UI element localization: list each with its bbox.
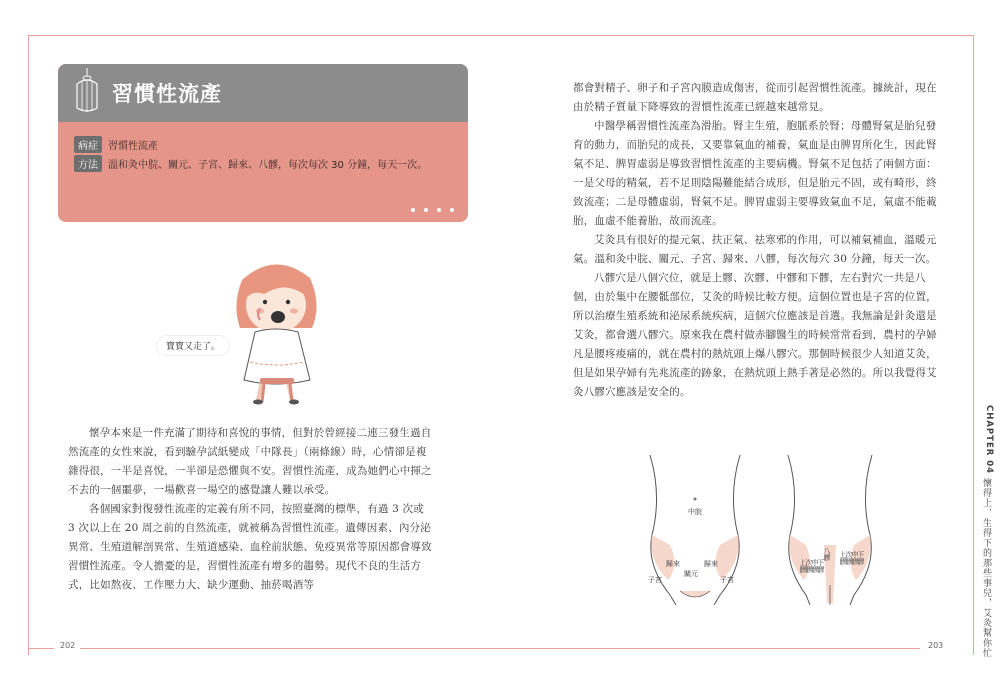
method-row (74, 155, 427, 172)
chapter-label: CHAPTER 04 (984, 405, 994, 475)
right-paragraph-4: 八髎穴是八個穴位，就是上髎、次髎、中髎和下髎，左右對穴一共是八個，由於集中在腰骶部位，艾灸的時候比較方便。這個位置也是子宮的位置，所以治療生殖系統和泌尿系統疾病，這個穴位應該是首選。我無論是針灸還是艾灸，都會選八髎穴。原來我在農村做赤腳醫生的時候常常看到，農村的孕婦凡是腰疼痠痛的，就在農村的熱炕頭上爆八髎穴。那個時候很少人知道艾灸，但是如果孕婦有先兆流產的跡象，在熱炕頭上熱手著是必然的。所以我覺得艾灸八髎穴應該是安全的。 (573, 272, 937, 398)
acupoint-baliao-title: 八髎 (823, 547, 831, 561)
acupoint-ciliao-left: 次髎 (805, 559, 813, 573)
back-torso-figure (780, 455, 880, 605)
acupoint-ciliao-right: 次髎 (845, 551, 853, 565)
right-paragraph-3: 艾灸具有很好的提元氣、扶正氣、祛寒邪的作用，可以補氣補血，溫暖元氣。溫和灸中脘、關元、子宮、歸來、八髎，每次每穴 30 分鐘，每天一次。 (573, 234, 937, 265)
acupoint-zhongliao-right: 中髎 (851, 551, 859, 565)
footer-rule-left-b (80, 648, 500, 649)
speech-bubble: 寶寶又走了。 (157, 336, 229, 355)
remedy-title: 習慣性流產 (112, 82, 222, 106)
page-frame-right (973, 35, 974, 655)
footer-rule-right-a (500, 648, 920, 649)
acupoint-zigong-left: 子宮 (648, 576, 662, 584)
disease-tag: 病症 (74, 136, 102, 153)
page-frame-top (28, 35, 974, 36)
acupoint-guanyuan: 關元 (684, 570, 698, 578)
right-paragraph-1: 都會對精子、卵子和子宮內膜造成傷害，從而引起習慣性流產。據統計，現在由於精子質量下降導致的習慣性流產已經越來越常見。 (573, 82, 937, 113)
front-acupoint-diagram (640, 455, 750, 605)
page-number-right: 203 (928, 641, 944, 650)
left-paragraph-2: 各個國家對復發性流產的定義有所不同，按照臺灣的標準，有過 3 次或 3 次以上在 20 周之前的自然流產，就被稱為習慣性流產。遺傳因素、內分泌異常、生殖道解剖異常、生殖道感染、血栓前狀態、免疫異常等原因都會導致習慣性流產。令人擔憂的是，習慣性流產有增多的趨勢。現代不良的生活方式，比如熬夜、工作壓力大、缺少運動、抽菸喝酒等 (68, 503, 432, 591)
right-body-text (573, 79, 941, 402)
acupoint-shangliao-right: 上髎 (839, 551, 847, 565)
acupoint-shangliao-left: 上髎 (799, 559, 807, 573)
page-number-left: 202 (60, 641, 76, 650)
page-frame-left (28, 35, 29, 655)
acupoint-zigong-right: 子宮 (720, 576, 734, 584)
remedy-card (58, 64, 468, 222)
chapter-subtitle: 懷得上、生得下的那些事兒，艾灸幫你忙 (981, 478, 991, 658)
footer-rule-left-a (28, 648, 54, 649)
right-paragraph-2: 中醫學稱習慣性流產為滑胎。腎主生殖，胞脈系於腎；母體腎氣是胎兒發育的動力，而胎兒的成長，又要靠氣血的補養，氣血是由脾胃所化生，因此腎氣不足、脾胃虛弱是導致習慣性流產的主要病機。腎氣不足包括了兩個方面：一是父母的精氣，若不足則陰陽難能結合成形，但是胎元不固，或有畸形，終致流產；二是母體虛弱，腎氣不足。脾胃虛弱主要導致氣血不足，氣虛不能載胎，血虛不能養胎，故而流產。 (573, 120, 937, 227)
acupoint-zhongliao-left: 中髎 (811, 559, 819, 573)
acupoint-xialiao-right: 下髎 (857, 551, 865, 565)
acupoint-guilai-right: 歸來 (704, 560, 718, 568)
decor-dots (411, 208, 454, 212)
girl-illustration (200, 250, 350, 410)
left-paragraph-1: 懷孕本來是一件充滿了期待和喜悅的事情，但對於曾經接二連三發生過自然流產的女性來說，看到驗孕試紙變成「中隊長」（兩條線）時，心情卻是複雜得很，一半是喜悅，一半卻是恐懼與不安。習慣性流產，成為她們心中揮之不去的一個噩夢，一場歡喜一場空的感覺讓人難以承受。 (68, 427, 432, 496)
remedy-card-header (58, 64, 468, 122)
lantern-icon (70, 68, 104, 118)
disease-text: 習慣性流產 (108, 141, 158, 152)
back-acupoint-diagram (780, 455, 880, 605)
method-tag: 方法 (74, 155, 102, 172)
method-text: 溫和灸中脘、關元、子宮、歸來、八髎，每次每次 30 分鐘，每天一次。 (108, 160, 428, 171)
left-body-text (68, 424, 434, 595)
acupoint-xialiao-left: 下髎 (817, 559, 825, 573)
acupoint-zhongwan: 中脘 (688, 508, 702, 516)
disease-row (74, 136, 158, 153)
acupoint-guilai-left: 歸來 (666, 560, 680, 568)
